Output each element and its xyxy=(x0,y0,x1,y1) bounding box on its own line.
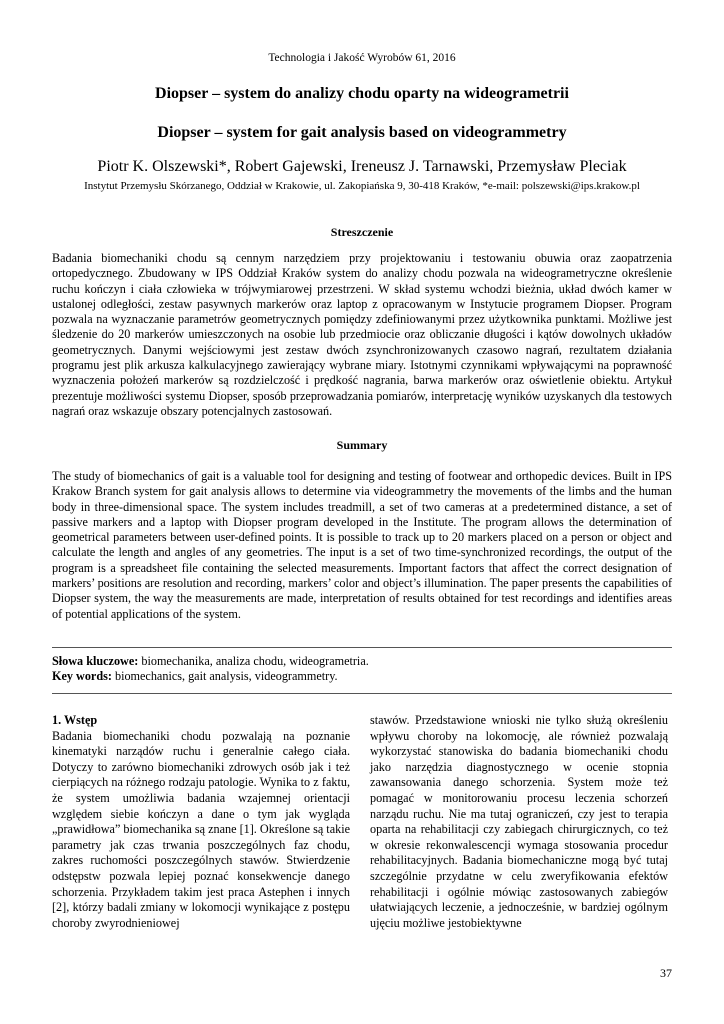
paper-page xyxy=(52,0,672,1024)
keywords-pl-value: biomechanika, analiza chodu, wideogrametria. xyxy=(141,654,369,668)
keywords-en-label: Key words: xyxy=(52,669,112,683)
page-number: 37 xyxy=(660,966,672,980)
section-left-text: Badania biomechaniki chodu pozwalają na poznanie kinematyki narządów ruchu i generalnie całego ciała. Dotyczy to zarówno biomechaniki zdrowych osób jak i też cierpiących na różnego rodzaju patologie. Wynika to z faktu, że system umożliwia badania wzajemnej orientacji względem siebie kończyn a dane o tym jak wygląda „prawidłowa” biomechanika są znane [1]. Określone są takie parametry jak czas trwania poszczególnych faz chodu, zakres ruchomości poszczególnych stawów. Stwierdzenie odstępstw pozwala lepiej poznać konsekwencje danego schorzenia. Przykładem takim jest praca Astephen i innych [2], którzy badali zmiany w lokomocji wynikające z postępu choroby zwyrodnieniowej xyxy=(52,728,350,930)
section-right-text: stawów. Przedstawione wnioski nie tylko służą określeniu wpływu choroby na lokomocję, ale również pozwalają wykorzystać stanowiska do badania biomechaniki chodu jako narzędzia diagnostycznego w ocenie stopnia zawansowania danego schorzenia. System może też pomagać w monitorowaniu procesu leczenia schorzeń narządu ruchu. Nie ma tutaj ograniczeń, czy jest to terapia oparta na rehabilitacji czy zabiegach chirurgicznych, co też w okresie rekonwalescencji wymaga stosowania procedur rehabilitacyjnych. Badania biomechaniczne mogą być tutaj szczególnie przydatne w celu zweryfikowania efektów rehabilitacji i ogólnie mówiąc zastosowanych zabiegów ułatwiających leczenie, a jednocześnie, w bardziej ogólnym ujęciu możliwe jestobiektywne xyxy=(370,713,668,930)
abstract-en-heading: Summary xyxy=(336,438,388,452)
keywords-pl-label: Słowa kluczowe: xyxy=(52,654,139,668)
section-heading: 1. Wstęp xyxy=(52,713,98,727)
column-right xyxy=(370,713,668,931)
column-left xyxy=(52,713,350,931)
abstract-en-text: The study of biomechanics of gait is a valuable tool for designing and testing of footwear and orthopedic devices. Built in IPS Krakow Branch system for gait analysis allows to determine via videogrammetry the movements of the limbs and the human body in three-dimensional space. The system includes treadmill, a set of two cameras at a predetermined distance, a set of passive markers and a laptop with Diopser program developed in the Institute. The program allows the determination of geometrical parameters between user-defined points. It is possible to track up to 20 markers placed on a person or object and calculate the length and angles of any geometries. The input is a set of two time-synchronized recordings, the output of the program is a spreadsheet file containing the selected measurements. Important factors that affect the correct designation of markers’ positions are resolution and recording, markers’ color and object’s illumination. The paper presents the capabilities of Diopser system, the way the measurements are made, interpretation of results obtained for test recordings and identifies areas of potential applications of the system. xyxy=(52,469,672,621)
running-head: Technologia i Jakość Wyrobów 61, 2016 xyxy=(268,52,456,64)
abstract-pl-heading: Streszczenie xyxy=(330,225,394,239)
keywords-en xyxy=(52,669,672,685)
affiliation: Instytut Przemysłu Skórzanego, Oddział w Krakowie, ul. Zakopiańska 9, 30-418 Kraków, *e-mail: polszewski@ips.krakow.pl xyxy=(84,180,640,192)
title-english: Diopser – system for gait analysis based on videogrammetry xyxy=(157,124,567,141)
divider-bottom xyxy=(52,693,672,694)
keywords-pl xyxy=(52,654,672,670)
keywords-en-value: biomechanics, gait analysis, videogrammetry. xyxy=(114,669,338,683)
divider-top xyxy=(52,647,672,648)
abstract-pl-text: Badania biomechaniki chodu są cennym narzędziem przy projektowaniu i testowaniu obuwia oraz zaopatrzenia ortopedycznego. Zbudowany w IPS Oddział Kraków system do analizy chodu pozwala na wideogrametryczne określenie ruchu kończyn i ciała człowieka w trójwymiarowej przestrzeni. W skład systemu wchodzi bieżnia, układ dwóch kamer w ustalonej odległości, zestaw pasywnych markerów oraz laptop z opracowanym w Instytucie programem Diopser. Program pozwala na wyznaczanie parametrów geometrycznych pomiędzy zdefiniowanymi przez użytkownika punktami. Możliwe jest śledzenie do 20 markerów umieszczonych na osobie lub przedmiocie oraz obliczanie długości i kątów dowolnych układów geometrycznych. Danymi wejściowymi jest zestaw dwóch zsynchronizowanych czasowo nagrań, rezultatem działania programu jest plik arkusza kalkulacyjnego zawierający wybrane miary. Istotnymi czynnikami wpływającymi na poprawność wyznaczenia położeń markerów są rozdzielczość i prędkość nagrania, barwa markerów oraz oświetlenie obiektu. Artykuł prezentuje możliwości systemu Diopser, sposób przeprowadzania pomiarów, interpretację wyników uzyskanych dla testowych nagrań oraz wskazuje obszary potencjalnych zastosowań. xyxy=(52,251,672,418)
authors: Piotr K. Olszewski*, Robert Gajewski, Ireneusz J. Tarnawski, Przemysław Pleciak xyxy=(97,158,627,175)
title-polish: Diopser – system do analizy chodu oparty na wideogrametrii xyxy=(155,85,569,102)
